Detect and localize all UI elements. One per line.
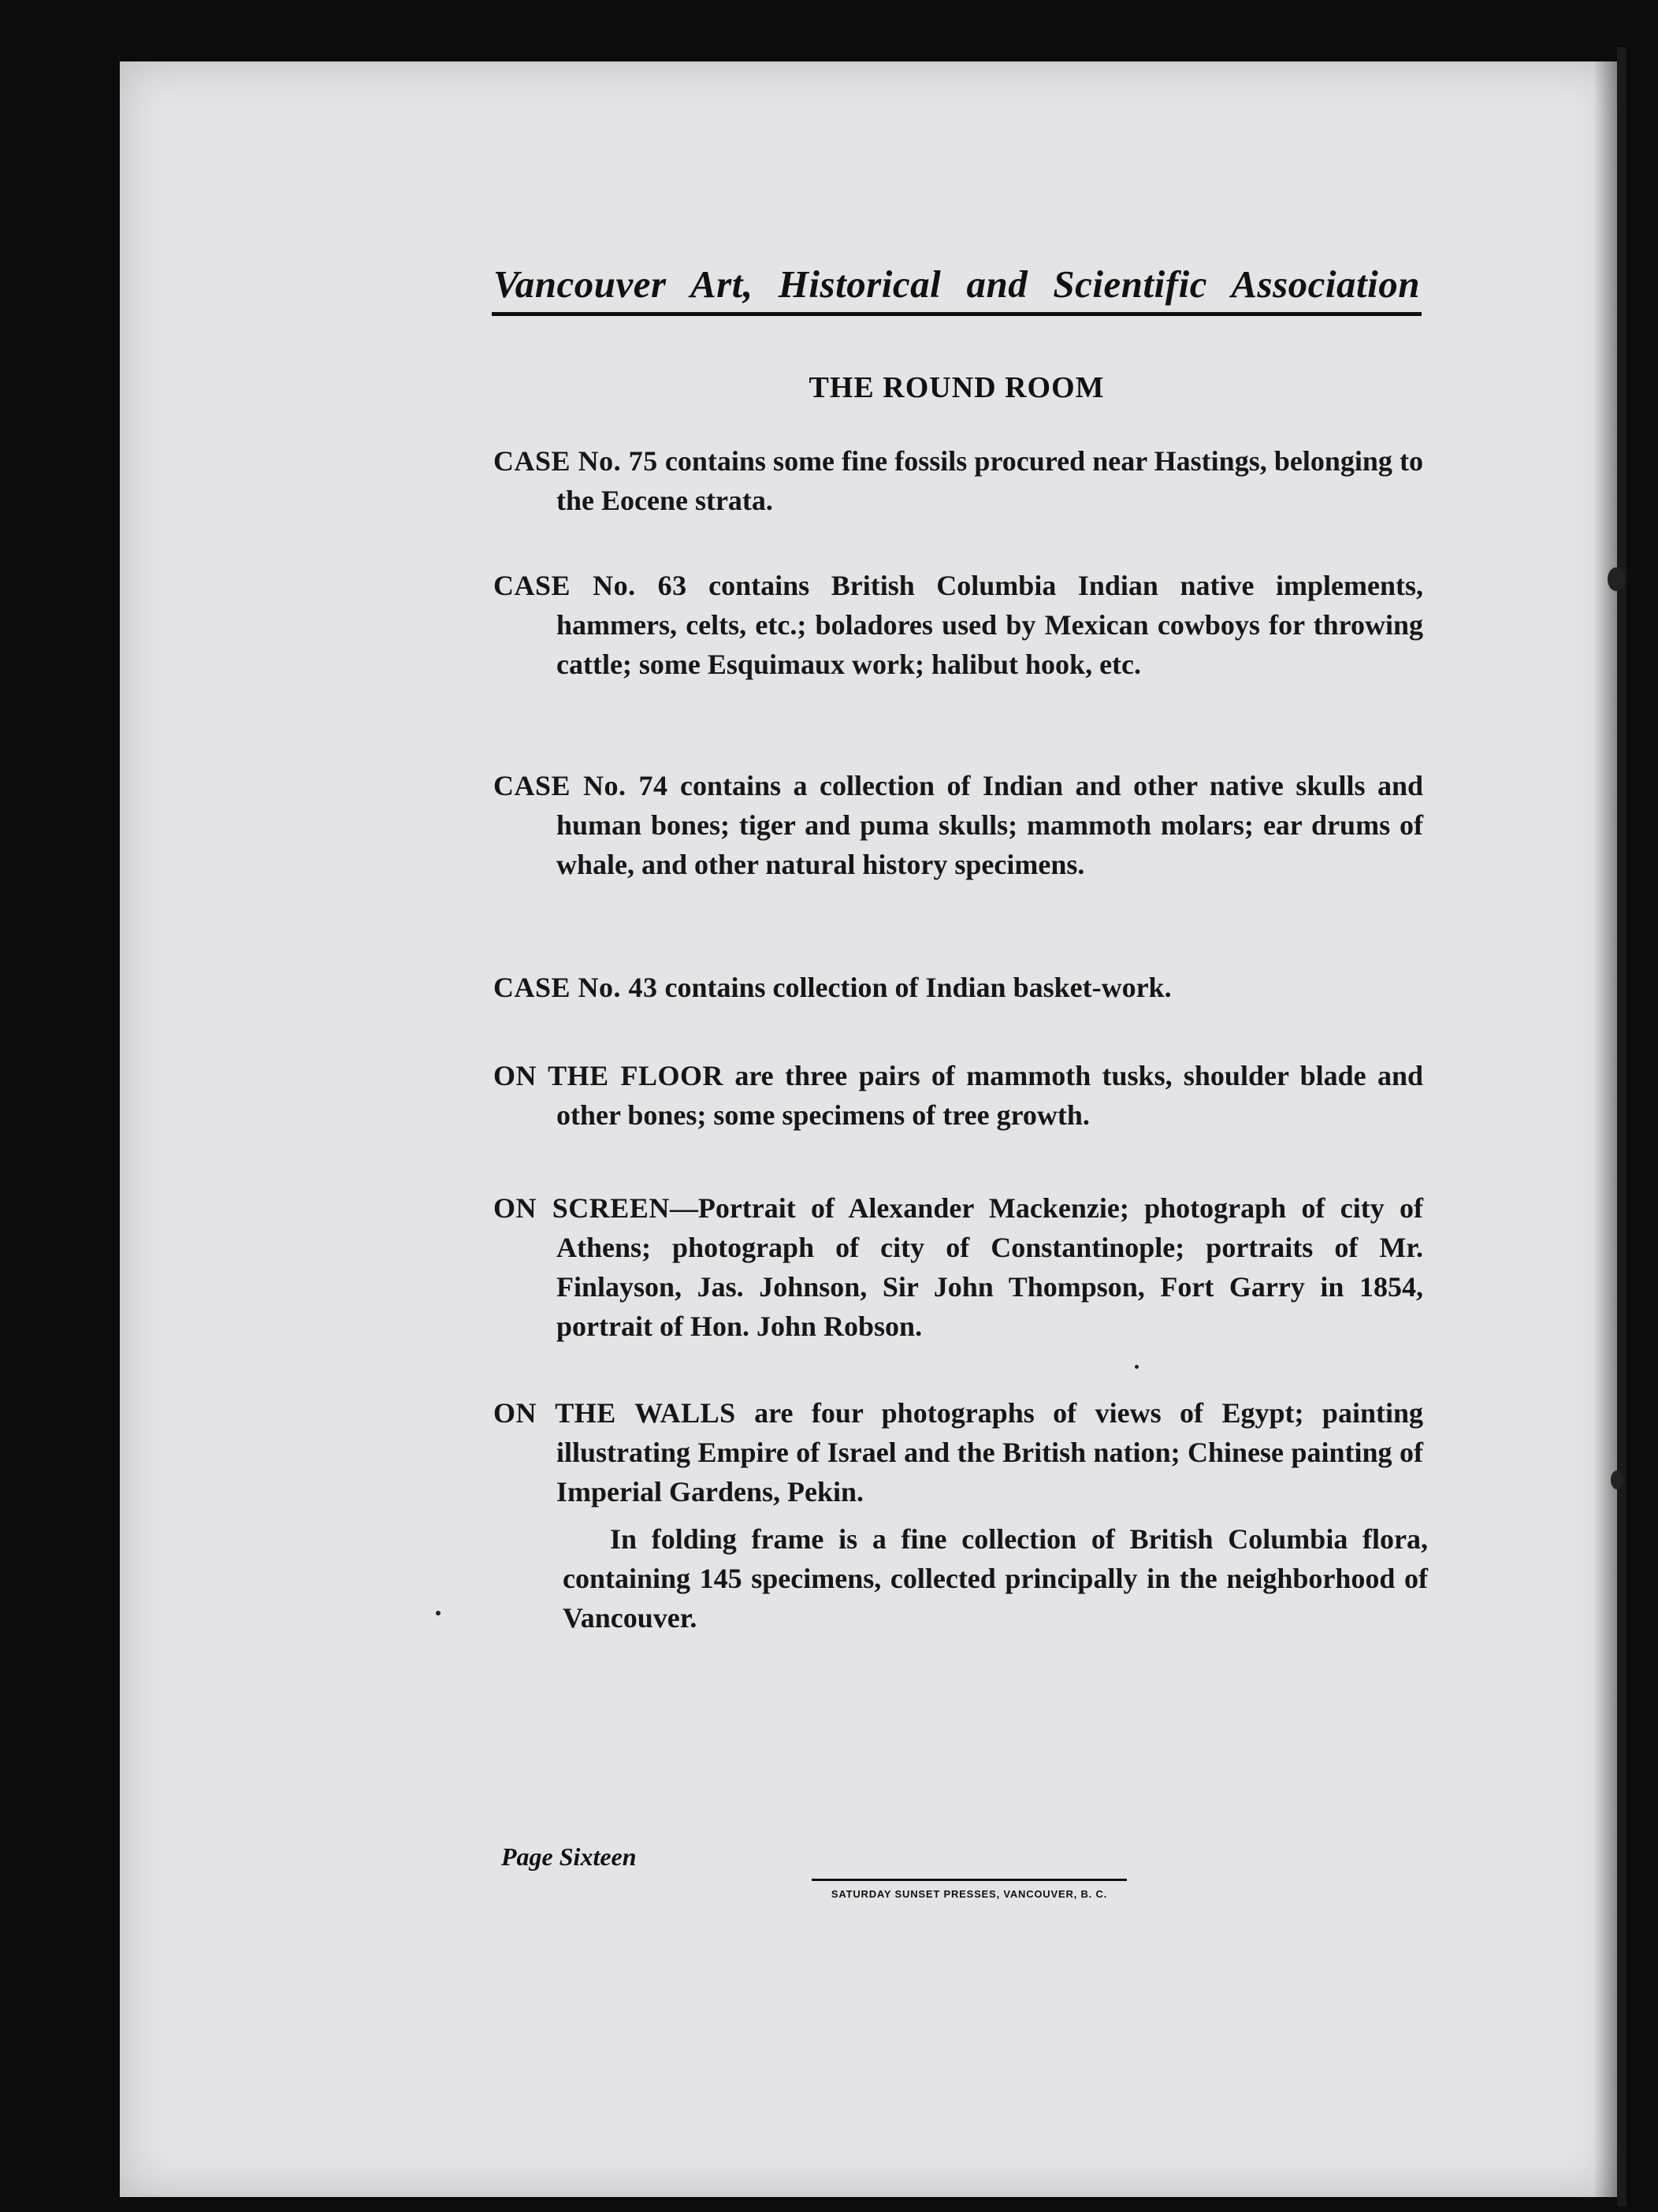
entry-lead: CASE No. 43 [493,972,658,1003]
entry-lead: CASE No. 74 [493,770,668,801]
book-binding-edge [1617,47,1626,2206]
entry-text: contains collection of Indian basket-work. [657,972,1172,1003]
entry-text: contains a collection of Indian and other native skulls and human bones; tiger and puma skulls; mammoth molars; ear drums of whale, and other natural history specimens. [556,770,1424,880]
entry-lead: CASE No. 63 [493,570,687,601]
entry-case-74 [493,766,1423,884]
header-rule [492,312,1422,316]
entry-lead: CASE No. 75 [493,445,658,477]
printer-imprint: SATURDAY SUNSET PRESSES, VANCOUVER, B. C. [831,1888,1108,1900]
page-spine-shadow [1593,61,1617,2197]
entry-on-screen [493,1188,1423,1346]
entry-on-the-walls [493,1393,1423,1511]
entry-text: are four photographs of views of Egypt; painting illustrating Empire of Israel and the British nation; Chinese painting of Imperial Gardens, Pekin. [556,1397,1423,1508]
page-number-label: Page Sixteen [501,1842,637,1871]
running-header: Vancouver Art, Historical and Scientific Association [493,262,1420,306]
entry-text: contains some fine fossils procured near Hastings, belonging to the Eocene strata. [556,445,1423,516]
entry-text: —Portrait of Alexander Mackenzie; photograph of city of Athens; photograph of city of Constantinople; portraits of Mr. Finlayson, Jas. Johnson, Sir John Thompson, Fort Garry in 1854, portrait of Hon. John Robson. [556,1192,1423,1342]
entry-text: contains British Columbia Indian native implements, hammers, celts, etc.; boladores used by Mexican cowboys for throwing cattle; some Esquimaux work; halibut hook, etc. [556,570,1423,680]
scan-speck [1135,1365,1139,1369]
entry-lead: ON THE FLOOR [493,1060,724,1091]
entry-case-75 [493,441,1423,520]
printer-rule [812,1879,1127,1881]
entry-on-the-floor [493,1056,1423,1135]
entry-text: are three pairs of mammoth tusks, shoulder blade and other bones; some specimens of tree growth. [556,1060,1423,1131]
entry-lead: ON THE WALLS [493,1397,736,1429]
scan-speck [436,1611,441,1615]
entry-case-43 [493,968,1423,1007]
entry-case-63 [493,566,1423,684]
scan-blot [1611,1470,1623,1489]
section-title: THE ROUND ROOM [809,371,1105,404]
scan-blot [1608,567,1625,591]
entry-lead: ON SCREEN [493,1192,670,1224]
folding-frame-paragraph: In folding frame is a fine collection of British Columbia flora, containing 145 specimens, collected principally in the neighborhood of Vancouver. [563,1523,1428,1634]
